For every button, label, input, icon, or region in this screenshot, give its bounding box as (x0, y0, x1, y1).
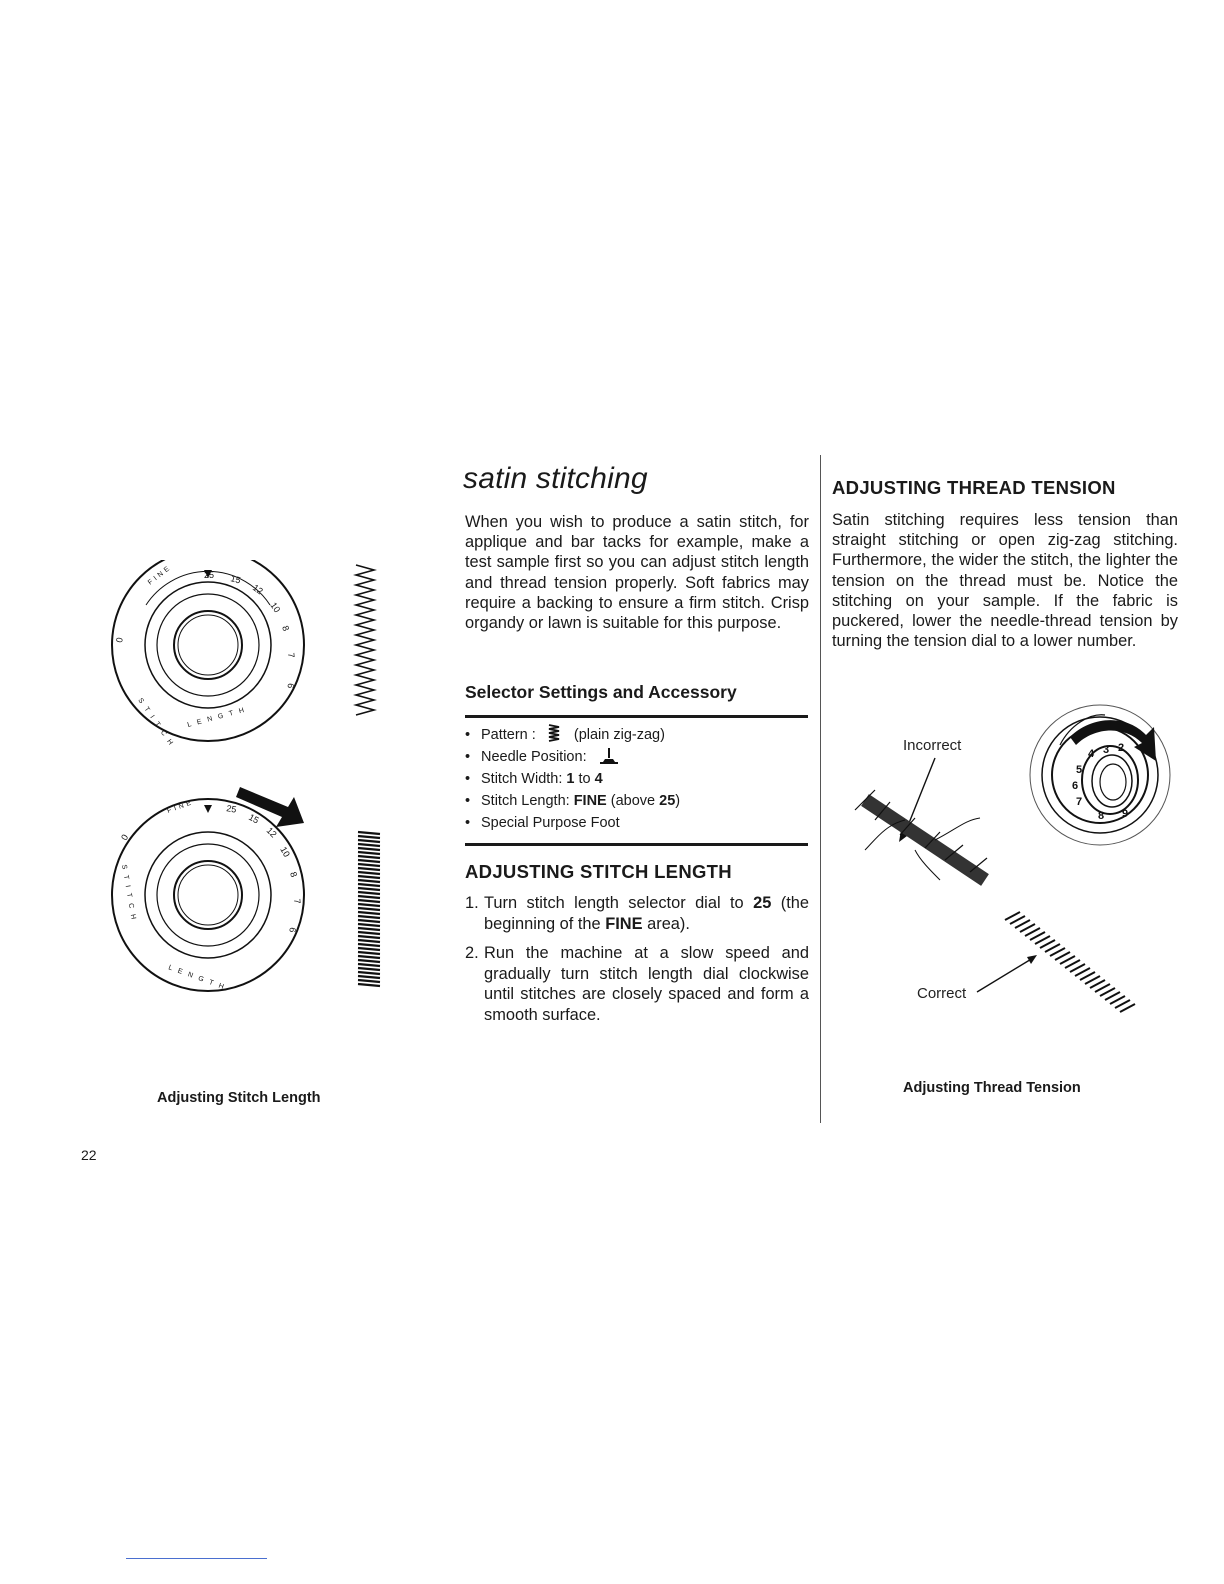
tension-number: 8 (1098, 810, 1105, 822)
setting-stitch-length: • Stitch Length: FINE (above 25) (465, 790, 805, 812)
tension-number: 2 (1118, 742, 1125, 754)
settings-top-rule (465, 715, 808, 718)
correct-stitch-sample (1005, 912, 1135, 1012)
dial-label-8: 8 (280, 624, 292, 633)
selector-heading: Selector Settings and Accessory (465, 682, 737, 702)
tension-dial (1030, 705, 1170, 845)
intro-paragraph: When you wish to produce a satin stitch, for applique and bar tacks for example, make a test sample first so you can adjust stitch length and thread tension properly. Soft fabrics may require a backing to ensure a firm stitch. Crisp organdy or lawn is suitable for this purpose. (465, 513, 809, 633)
page-number: 22 (81, 1147, 97, 1163)
settings-bottom-rule (465, 843, 808, 846)
dial-label-length: LENGTH (167, 964, 231, 993)
dial-label-stitch: STITCH (136, 697, 178, 752)
setting-pattern: • Pattern : (plain zig-zag) (465, 724, 805, 746)
dial-label-7: 7 (292, 898, 303, 905)
tension-number: 4 (1088, 748, 1095, 760)
zigzag-pattern-icon (546, 724, 562, 742)
setting-foot: • Special Purpose Foot (465, 812, 805, 834)
settings-list (465, 724, 805, 834)
dial-label-length: LENGTH (186, 705, 251, 729)
thread-tension-heading: ADJUSTING THREAD TENSION (832, 477, 1116, 498)
tension-number: 5 (1076, 764, 1083, 776)
left-figure-caption: Adjusting Stitch Length (157, 1090, 321, 1106)
correct-pointer (977, 958, 1033, 992)
dial-pointer-icon (204, 805, 212, 813)
open-zigzag-sample (356, 565, 374, 715)
step-item: 2. Run the machine at a slow speed and gradually turn stitch length dial clockwise until stitches are closely spaced and form a smooth surface. (465, 944, 809, 1024)
dial-label-25: 25 (225, 803, 238, 815)
tension-number: 7 (1076, 796, 1083, 808)
stitch-length-dial-top (112, 560, 304, 751)
stitch-length-illustration (100, 560, 420, 1020)
dial-label-10: 10 (268, 600, 283, 615)
dial-label-12: 12 (264, 825, 279, 840)
dial-label-15: 15 (247, 811, 261, 826)
stitch-length-heading: ADJUSTING STITCH LENGTH (465, 861, 732, 882)
setting-needle-position: • Needle Position: (465, 746, 805, 768)
dial-label-8: 8 (288, 870, 300, 879)
stitch-length-steps (465, 893, 809, 1034)
satin-stitch-sample (358, 832, 380, 986)
dial-label-12: 12 (250, 582, 265, 597)
stitch-length-dial-bottom (112, 787, 304, 993)
page-title: satin stitching (463, 462, 648, 495)
incorrect-label: Incorrect (903, 737, 962, 754)
thread-tension-illustration (845, 690, 1175, 1040)
setting-stitch-width: • Stitch Width: 1 to 4 (465, 768, 805, 790)
incorrect-stitch-sample (855, 790, 987, 880)
dial-label-6: 6 (285, 682, 296, 689)
dial-label-zero: 0 (119, 832, 131, 842)
dial-label-10: 10 (278, 845, 292, 859)
step-item: 1. Turn stitch length selector dial to 25 (the beginning of the FINE area). (465, 894, 809, 933)
dial-label-6: 6 (287, 926, 298, 934)
column-divider (820, 455, 821, 1123)
correct-label: Correct (917, 985, 967, 1002)
dial-label-25: 25 (204, 570, 215, 580)
tension-number: 3 (1103, 744, 1110, 756)
dial-label-15: 15 (229, 573, 242, 586)
needle-position-icon (599, 747, 619, 765)
dial-label-fine: FINE (146, 563, 174, 587)
dial-label-stitch: STITCH (120, 864, 138, 926)
dial-label-fine: FINE (166, 798, 195, 815)
dial-label-7: 7 (286, 652, 297, 659)
tension-number: 6 (1072, 780, 1079, 792)
right-figure-caption: Adjusting Thread Tension (903, 1080, 1081, 1096)
footer-link-underline[interactable] (126, 1558, 267, 1559)
tension-paragraph: Satin stitching requires less tension than straight stitching or open zig-zag stitching. Furthermore, the wider the stitch, the lighter the tension on the thread must be. Notice the stitching on your sample. If the fabric is puckered, lower the needle-thread tension by turning the tension dial to a lower number. (832, 511, 1178, 651)
dial-label-zero: 0 (114, 636, 125, 644)
tension-number: 9 (1122, 808, 1129, 820)
arrowhead-icon (1027, 955, 1037, 964)
